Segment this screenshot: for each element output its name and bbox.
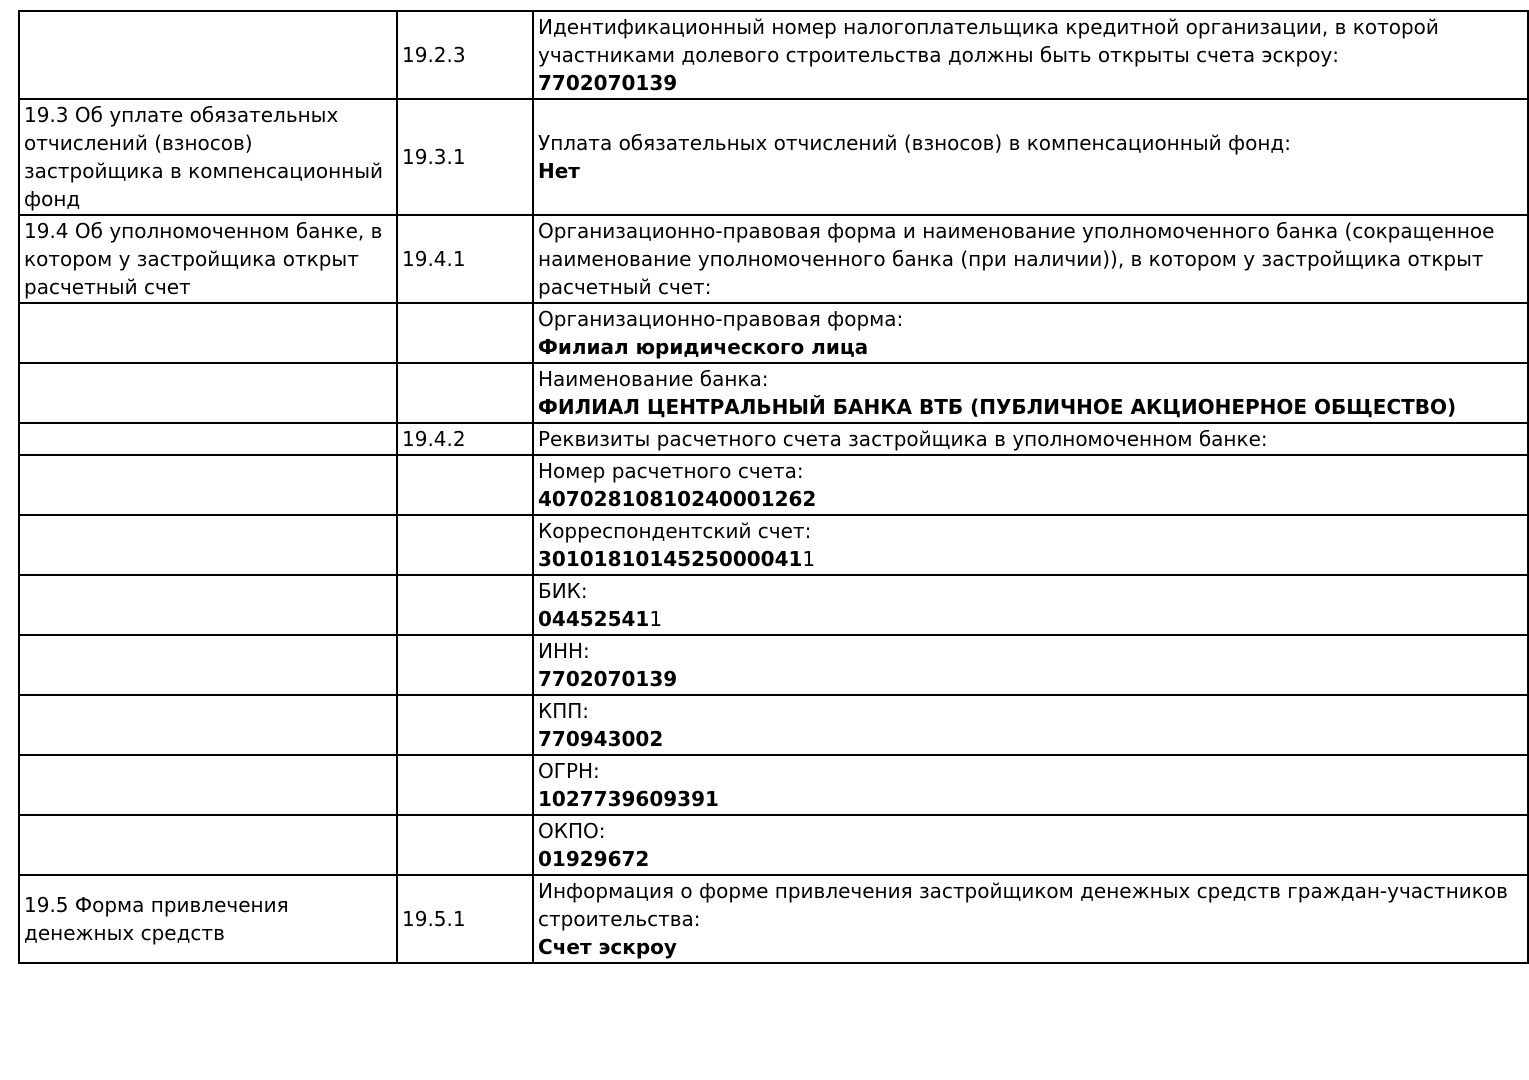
content-cell [533,99,1528,215]
content-line [538,545,1523,573]
content-line [538,129,1523,157]
content-line [538,217,1523,301]
content-line [538,305,1523,333]
value-text: Филиал юридического лица [538,335,869,359]
content-cell [533,695,1528,755]
section-cell [19,363,397,423]
table-row [19,215,1528,303]
content-cell [533,303,1528,363]
code-cell: 19.3.1 [397,99,533,215]
section-cell: 19.5 Форма привлечения денежных средств [19,875,397,963]
content-line [538,425,1523,453]
content-cell [533,11,1528,99]
value-text: 7702070139 [538,667,678,691]
content-line [538,877,1523,933]
code-cell [397,575,533,635]
label-text: Реквизиты расчетного счета застройщика в уполномоченном банке: [538,427,1268,451]
content-line [538,665,1523,693]
table-row [19,575,1528,635]
content-line [538,457,1523,485]
label-text: ИНН: [538,639,590,663]
content-line [538,577,1523,605]
content-line [538,725,1523,753]
content-line [538,69,1523,97]
value-text: 7702070139 [538,71,678,95]
content-line [538,933,1523,961]
section-cell [19,755,397,815]
code-cell [397,515,533,575]
value-text: 3010181014525000041 [538,547,803,571]
code-cell [397,455,533,515]
content-line [538,333,1523,361]
table-row [19,11,1528,99]
table-row [19,455,1528,515]
label-text: 1 [802,547,816,571]
table-row [19,303,1528,363]
value-text: ФИЛИАЛ ЦЕНТРАЛЬНЫЙ БАНКА ВТБ (ПУБЛИЧНОЕ АКЦИОНЕРНОЕ ОБЩЕСТВО) [538,395,1457,419]
content-line [538,157,1523,185]
table-row [19,755,1528,815]
content-line [538,785,1523,813]
section-cell [19,575,397,635]
label-text: Организационно-правовая форма: [538,307,904,331]
content-line [538,13,1523,69]
section-cell [19,515,397,575]
value-text: 40702810810240001262 [538,487,817,511]
table-row [19,635,1528,695]
section-cell: 19.4 Об уполномоченном банке, в котором у застройщика открыт расчетный счет [19,215,397,303]
section-cell [19,695,397,755]
project-declaration-table [18,10,1529,964]
section-cell [19,303,397,363]
content-line [538,517,1523,545]
table-row [19,815,1528,875]
label-text: ОГРН: [538,759,600,783]
label-text: КПП: [538,699,590,723]
code-cell [397,695,533,755]
content-line [538,605,1523,633]
section-cell [19,423,397,455]
table-row [19,875,1528,963]
table-body [19,11,1528,963]
code-cell [397,755,533,815]
section-cell [19,815,397,875]
content-cell [533,455,1528,515]
code-cell: 19.4.2 [397,423,533,455]
code-cell: 19.2.3 [397,11,533,99]
content-line [538,697,1523,725]
value-text: 1027739609391 [538,787,719,811]
code-cell: 19.4.1 [397,215,533,303]
label-text: Номер расчетного счета: [538,459,804,483]
value-text: 01929672 [538,847,650,871]
label-text: Уплата обязательных отчислений (взносов) в компенсационный фонд: [538,131,1291,155]
content-line [538,485,1523,513]
content-cell [533,875,1528,963]
content-cell [533,423,1528,455]
content-line [538,393,1523,421]
content-cell [533,215,1528,303]
label-text: 1 [649,607,663,631]
content-line [538,637,1523,665]
table-row [19,515,1528,575]
code-cell: 19.5.1 [397,875,533,963]
code-cell [397,303,533,363]
content-line [538,817,1523,845]
content-line [538,757,1523,785]
label-text: Корреспондентский счет: [538,519,812,543]
value-text: Счет эскроу [538,935,677,959]
table-row [19,423,1528,455]
content-cell [533,815,1528,875]
section-cell: 19.3 Об уплате обязательных отчислений (взносов) застройщика в компенсационный фонд [19,99,397,215]
content-cell [533,575,1528,635]
label-text: Наименование банка: [538,367,769,391]
code-cell [397,363,533,423]
label-text: Идентификационный номер налогоплательщика кредитной организации, в которой участниками долевого строительства должны быть открыты счета эскроу: [538,15,1439,67]
content-line [538,365,1523,393]
label-text: Организационно-правовая форма и наименование уполномоченного банка (сокращенное наименование уполномоченного банка (при наличии)), в котором у застройщика открыт расчетный счет: [538,219,1495,299]
code-cell [397,635,533,695]
table-row [19,695,1528,755]
content-line [538,845,1523,873]
table-row [19,363,1528,423]
label-text: Информация о форме привлечения застройщиком денежных средств граждан-участников строительства: [538,879,1508,931]
section-cell [19,635,397,695]
value-text: Нет [538,159,580,183]
content-cell [533,515,1528,575]
code-cell [397,815,533,875]
content-cell [533,755,1528,815]
table-row [19,99,1528,215]
content-cell [533,635,1528,695]
label-text: БИК: [538,579,588,603]
value-text: 04452541 [538,607,650,631]
section-cell [19,455,397,515]
value-text: 770943002 [538,727,664,751]
content-cell [533,363,1528,423]
label-text: ОКПО: [538,819,606,843]
section-cell [19,11,397,99]
